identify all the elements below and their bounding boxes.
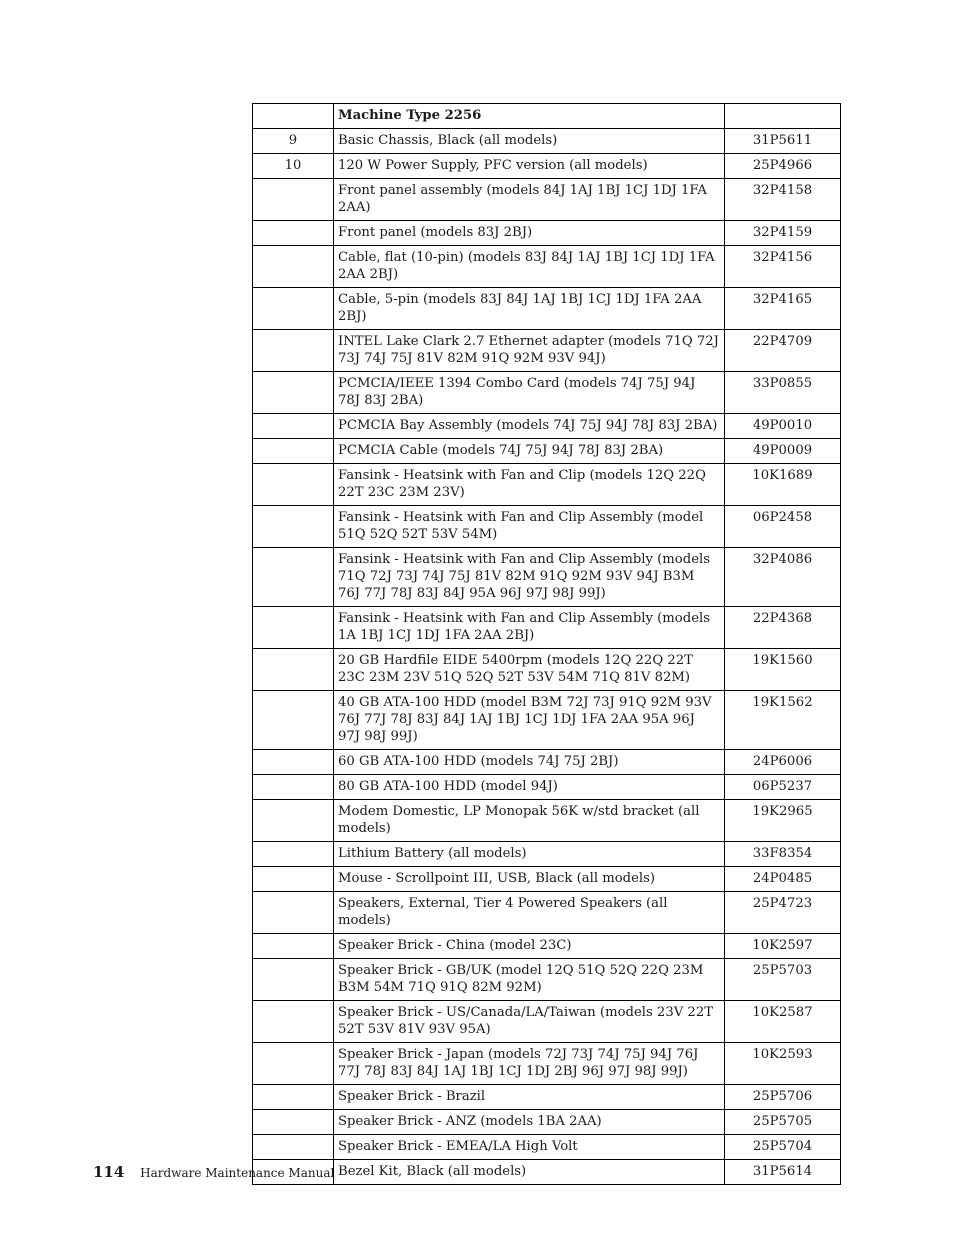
description-cell: Front panel assembly (models 84J 1AJ 1BJ 1CJ 1DJ 1FA 2AA) — [334, 179, 725, 221]
table-row — [253, 649, 841, 691]
part-number-cell: 06P2458 — [725, 506, 841, 548]
index-cell — [253, 506, 334, 548]
table-row — [253, 129, 841, 154]
part-number-cell: 25P4723 — [725, 892, 841, 934]
description-cell: Fansink - Heatsink with Fan and Clip Assembly (models 71Q 72J 73J 74J 75J 81V 82M 91Q 92M 93V 94J B3M 76J 77J 78J 83J 84J 95A 96J 97J 98J 99J) — [334, 548, 725, 607]
description-cell: Speaker Brick - Brazil — [334, 1085, 725, 1110]
description-cell: 120 W Power Supply, PFC version (all models) — [334, 154, 725, 179]
description-cell: Modem Domestic, LP Monopak 56K w/std bracket (all models) — [334, 800, 725, 842]
table-row — [253, 1085, 841, 1110]
description-cell: Speaker Brick - China (model 23C) — [334, 934, 725, 959]
index-cell — [253, 691, 334, 750]
table-row — [253, 867, 841, 892]
index-cell — [253, 1110, 334, 1135]
table-row — [253, 221, 841, 246]
index-cell — [253, 439, 334, 464]
description-cell: Fansink - Heatsink with Fan and Clip (models 12Q 22Q 22T 23C 23M 23V) — [334, 464, 725, 506]
part-number-cell: 33F8354 — [725, 842, 841, 867]
part-number-cell: 22P4368 — [725, 607, 841, 649]
part-number-cell: 10K2597 — [725, 934, 841, 959]
part-number-cell: 32P4165 — [725, 288, 841, 330]
part-number-cell: 19K1560 — [725, 649, 841, 691]
index-cell — [253, 288, 334, 330]
part-number-cell: 25P5706 — [725, 1085, 841, 1110]
table-row — [253, 506, 841, 548]
table-row — [253, 607, 841, 649]
index-cell — [253, 372, 334, 414]
table-row — [253, 439, 841, 464]
description-cell: PCMCIA Cable (models 74J 75J 94J 78J 83J 2BA) — [334, 439, 725, 464]
table-row — [253, 246, 841, 288]
part-number-cell: 25P5704 — [725, 1135, 841, 1160]
description-cell: Speaker Brick - EMEA/LA High Volt — [334, 1135, 725, 1160]
part-number-cell: 19K2965 — [725, 800, 841, 842]
part-number-cell: 49P0009 — [725, 439, 841, 464]
part-number-cell: 49P0010 — [725, 414, 841, 439]
table-row — [253, 1110, 841, 1135]
table-row — [253, 1001, 841, 1043]
table-row — [253, 892, 841, 934]
table-row — [253, 691, 841, 750]
part-number-cell: 10K1689 — [725, 464, 841, 506]
index-cell — [253, 179, 334, 221]
table-row — [253, 959, 841, 1001]
index-cell — [253, 464, 334, 506]
description-cell: Speaker Brick - GB/UK (model 12Q 51Q 52Q 22Q 23M B3M 54M 71Q 91Q 82M 92M) — [334, 959, 725, 1001]
index-cell: 10 — [253, 154, 334, 179]
table-row — [253, 372, 841, 414]
part-number-cell: 25P4966 — [725, 154, 841, 179]
table-row — [253, 1135, 841, 1160]
table-row — [253, 414, 841, 439]
index-cell: 9 — [253, 129, 334, 154]
table-row — [253, 548, 841, 607]
index-cell — [253, 934, 334, 959]
part-number-cell: 24P0485 — [725, 867, 841, 892]
part-number-cell: 10K2587 — [725, 1001, 841, 1043]
table-row — [253, 464, 841, 506]
index-cell — [253, 548, 334, 607]
part-number-cell: 19K1562 — [725, 691, 841, 750]
description-cell: 60 GB ATA-100 HDD (models 74J 75J 2BJ) — [334, 750, 725, 775]
description-cell: Speaker Brick - US/Canada/LA/Taiwan (models 23V 22T 52T 53V 81V 93V 95A) — [334, 1001, 725, 1043]
index-cell — [253, 1135, 334, 1160]
index-cell — [253, 1043, 334, 1085]
manual-title: Hardware Maintenance Manual — [140, 1166, 335, 1180]
index-cell — [253, 750, 334, 775]
index-cell — [253, 892, 334, 934]
table-header-row — [253, 104, 841, 129]
table-row — [253, 288, 841, 330]
description-cell: PCMCIA/IEEE 1394 Combo Card (models 74J 75J 94J 78J 83J 2BA) — [334, 372, 725, 414]
description-cell: Basic Chassis, Black (all models) — [334, 129, 725, 154]
parts-table — [252, 103, 841, 1185]
index-cell — [253, 842, 334, 867]
description-cell: 40 GB ATA-100 HDD (model B3M 72J 73J 91Q 92M 93V 76J 77J 78J 83J 84J 1AJ 1BJ 1CJ 1DJ 1FA 2AA 95A 96J 97J 98J 99J) — [334, 691, 725, 750]
index-cell — [253, 246, 334, 288]
index-cell — [253, 959, 334, 1001]
table-row — [253, 934, 841, 959]
page-number: 114 — [93, 1163, 125, 1181]
part-number-cell: 25P5703 — [725, 959, 841, 1001]
part-number-cell: 32P4159 — [725, 221, 841, 246]
part-number-cell: 22P4709 — [725, 330, 841, 372]
index-cell — [253, 1085, 334, 1110]
part-number-cell: 33P0855 — [725, 372, 841, 414]
description-cell: PCMCIA Bay Assembly (models 74J 75J 94J 78J 83J 2BA) — [334, 414, 725, 439]
index-cell — [253, 1001, 334, 1043]
table-row — [253, 330, 841, 372]
description-cell: Front panel (models 83J 2BJ) — [334, 221, 725, 246]
description-cell: Lithium Battery (all models) — [334, 842, 725, 867]
description-cell: Fansink - Heatsink with Fan and Clip Assembly (models 1A 1BJ 1CJ 1DJ 1FA 2AA 2BJ) — [334, 607, 725, 649]
part-number-cell: 10K2593 — [725, 1043, 841, 1085]
table-row — [253, 842, 841, 867]
description-cell: INTEL Lake Clark 2.7 Ethernet adapter (models 71Q 72J 73J 74J 75J 81V 82M 91Q 92M 93V 94J) — [334, 330, 725, 372]
part-number-cell: 06P5237 — [725, 775, 841, 800]
table-row — [253, 775, 841, 800]
part-number-cell: 32P4086 — [725, 548, 841, 607]
index-cell — [253, 221, 334, 246]
description-cell: Speakers, External, Tier 4 Powered Speakers (all models) — [334, 892, 725, 934]
index-cell — [253, 867, 334, 892]
table-row — [253, 154, 841, 179]
part-number-cell: 31P5614 — [725, 1160, 841, 1185]
description-cell: Cable, flat (10-pin) (models 83J 84J 1AJ 1BJ 1CJ 1DJ 1FA 2AA 2BJ) — [334, 246, 725, 288]
description-cell: Bezel Kit, Black (all models) — [334, 1160, 725, 1185]
table-row — [253, 1160, 841, 1185]
description-cell: 80 GB ATA-100 HDD (model 94J) — [334, 775, 725, 800]
description-cell: Speaker Brick - ANZ (models 1BA 2AA) — [334, 1110, 725, 1135]
part-number-cell: 31P5611 — [725, 129, 841, 154]
table-body — [253, 129, 841, 1185]
table-row — [253, 750, 841, 775]
part-number-cell: 25P5705 — [725, 1110, 841, 1135]
index-cell — [253, 414, 334, 439]
table-row — [253, 1043, 841, 1085]
description-cell: Fansink - Heatsink with Fan and Clip Assembly (model 51Q 52Q 52T 53V 54M) — [334, 506, 725, 548]
index-cell — [253, 330, 334, 372]
index-cell — [253, 649, 334, 691]
page-footer — [93, 1163, 334, 1181]
description-cell: 20 GB Hardfile EIDE 5400rpm (models 12Q 22Q 22T 23C 23M 23V 51Q 52Q 52T 53V 54M 71Q 81V 82M) — [334, 649, 725, 691]
index-cell — [253, 800, 334, 842]
index-cell — [253, 607, 334, 649]
index-cell — [253, 775, 334, 800]
description-cell: Speaker Brick - Japan (models 72J 73J 74J 75J 94J 76J 77J 78J 83J 84J 1AJ 1BJ 1CJ 1DJ 2BJ 96J 97J 98J 99J) — [334, 1043, 725, 1085]
header-part-number — [725, 104, 841, 129]
part-number-cell: 24P6006 — [725, 750, 841, 775]
table-row — [253, 800, 841, 842]
part-number-cell: 32P4158 — [725, 179, 841, 221]
header-index — [253, 104, 334, 129]
description-cell: Mouse - Scrollpoint III, USB, Black (all models) — [334, 867, 725, 892]
header-machine-type: Machine Type 2256 — [334, 104, 725, 129]
part-number-cell: 32P4156 — [725, 246, 841, 288]
description-cell: Cable, 5-pin (models 83J 84J 1AJ 1BJ 1CJ 1DJ 1FA 2AA 2BJ) — [334, 288, 725, 330]
table-row — [253, 179, 841, 221]
